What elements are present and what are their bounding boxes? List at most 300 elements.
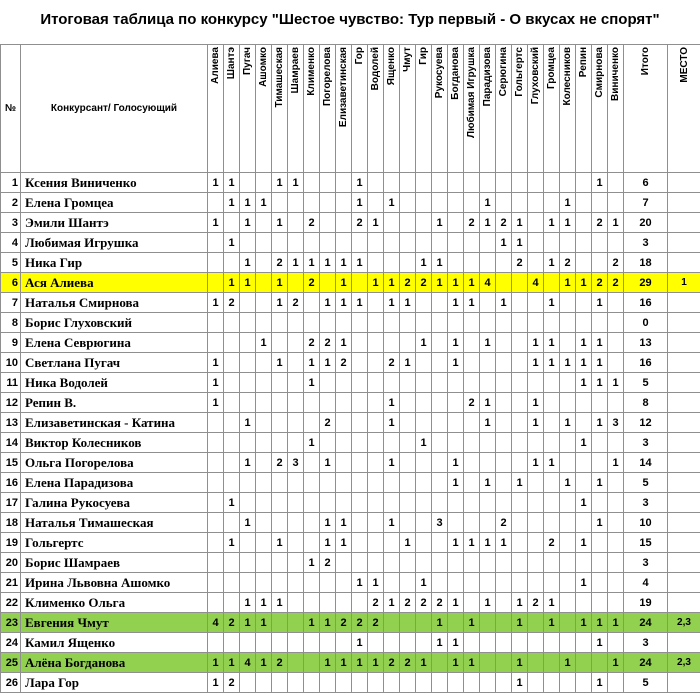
vote-cell [288, 233, 304, 253]
vote-cell [608, 433, 624, 453]
vote-cell: 2 [608, 253, 624, 273]
vote-cell [384, 493, 400, 513]
vote-cell [288, 533, 304, 553]
vote-cell: 1 [320, 293, 336, 313]
vote-cell [560, 553, 576, 573]
vote-cell [464, 453, 480, 473]
vote-cell: 1 [320, 353, 336, 373]
vote-cell [512, 393, 528, 413]
vote-cell: 1 [576, 273, 592, 293]
vote-cell [272, 633, 288, 653]
vote-cell: 2 [352, 613, 368, 633]
vote-cell: 1 [320, 613, 336, 633]
vote-cell [288, 473, 304, 493]
vote-cell [480, 293, 496, 313]
vote-cell [208, 593, 224, 613]
vote-cell [608, 233, 624, 253]
vote-cell [416, 293, 432, 313]
vote-cell [528, 673, 544, 693]
table-row [1, 453, 700, 473]
vote-cell [288, 633, 304, 653]
vote-cell [208, 533, 224, 553]
vote-cell [288, 373, 304, 393]
vote-cell: 4 [528, 273, 544, 293]
vote-cell: 1 [352, 653, 368, 673]
vote-cell: 1 [592, 333, 608, 353]
total-cell: 15 [624, 533, 668, 553]
vote-cell: 1 [544, 453, 560, 473]
vote-cell [480, 513, 496, 533]
vote-cell [528, 253, 544, 273]
row-number: 13 [1, 413, 21, 433]
vote-cell [464, 193, 480, 213]
vote-cell [448, 493, 464, 513]
vote-cell [464, 253, 480, 273]
vote-cell [384, 573, 400, 593]
contestant-name: Репин В. [21, 393, 208, 413]
place-cell [668, 373, 700, 393]
vote-cell: 2 [432, 593, 448, 613]
vote-cell: 1 [320, 653, 336, 673]
contestant-name: Алёна Богданова [21, 653, 208, 673]
row-number: 19 [1, 533, 21, 553]
vote-cell [560, 293, 576, 313]
vote-cell [432, 353, 448, 373]
vote-cell [448, 373, 464, 393]
contestant-name: Ника Гир [21, 253, 208, 273]
vote-cell [288, 353, 304, 373]
vote-cell [368, 473, 384, 493]
contestant-name: Елена Громцеа [21, 193, 208, 213]
vote-cell [336, 313, 352, 333]
vote-cell [368, 413, 384, 433]
vote-cell: 1 [400, 353, 416, 373]
header-voter-label: Алиева [210, 47, 221, 84]
vote-cell [256, 633, 272, 653]
vote-cell: 1 [272, 353, 288, 373]
total-cell: 3 [624, 233, 668, 253]
total-cell: 3 [624, 433, 668, 453]
vote-cell [576, 633, 592, 653]
vote-cell [336, 473, 352, 493]
vote-cell [576, 673, 592, 693]
vote-cell [400, 573, 416, 593]
vote-cell: 1 [288, 253, 304, 273]
header-voter [352, 45, 368, 173]
vote-cell: 1 [416, 653, 432, 673]
vote-cell [208, 233, 224, 253]
vote-cell [224, 313, 240, 333]
header-voter-label: Шамраев [290, 47, 301, 94]
place-cell [668, 193, 700, 213]
vote-cell [208, 573, 224, 593]
vote-cell: 1 [336, 253, 352, 273]
vote-cell: 1 [544, 333, 560, 353]
vote-cell: 1 [352, 573, 368, 593]
vote-cell [496, 613, 512, 633]
vote-cell: 1 [544, 253, 560, 273]
vote-cell [384, 333, 400, 353]
vote-cell [496, 453, 512, 473]
vote-cell [256, 453, 272, 473]
header-total-label: Итого [640, 47, 651, 76]
vote-cell: 2 [224, 293, 240, 313]
vote-cell: 1 [272, 213, 288, 233]
place-cell [668, 173, 700, 193]
row-number: 10 [1, 353, 21, 373]
vote-cell: 1 [272, 293, 288, 313]
row-number: 4 [1, 233, 21, 253]
vote-cell: 1 [240, 413, 256, 433]
vote-cell [576, 253, 592, 273]
vote-cell [480, 253, 496, 273]
vote-cell: 3 [288, 453, 304, 473]
vote-cell [352, 473, 368, 493]
vote-cell [576, 593, 592, 613]
vote-cell [384, 673, 400, 693]
vote-cell: 1 [560, 193, 576, 213]
vote-cell [480, 313, 496, 333]
place-cell: 1 [668, 273, 700, 293]
vote-cell: 1 [560, 473, 576, 493]
vote-cell [576, 393, 592, 413]
vote-cell [288, 553, 304, 573]
vote-cell [272, 333, 288, 353]
vote-cell [240, 393, 256, 413]
vote-cell: 1 [432, 253, 448, 273]
vote-cell [400, 253, 416, 273]
table-row [1, 313, 700, 333]
vote-cell: 1 [384, 393, 400, 413]
vote-cell [304, 393, 320, 413]
vote-cell: 2 [400, 273, 416, 293]
vote-cell [240, 353, 256, 373]
vote-cell [208, 473, 224, 493]
vote-cell [544, 573, 560, 593]
vote-cell [544, 373, 560, 393]
vote-cell [336, 233, 352, 253]
vote-cell: 1 [528, 393, 544, 413]
vote-cell: 1 [512, 473, 528, 493]
vote-cell: 1 [384, 513, 400, 533]
table-row [1, 633, 700, 653]
vote-cell [368, 253, 384, 273]
vote-cell [432, 533, 448, 553]
header-voter-label: Рукосуева [434, 47, 445, 99]
vote-cell [224, 433, 240, 453]
vote-cell [272, 393, 288, 413]
vote-cell [256, 673, 272, 693]
vote-cell [368, 353, 384, 373]
table-row [1, 273, 700, 293]
vote-cell: 1 [512, 613, 528, 633]
vote-cell: 1 [544, 353, 560, 373]
contestant-name: Гольгертс [21, 533, 208, 553]
vote-cell [288, 493, 304, 513]
vote-cell [592, 433, 608, 453]
vote-cell: 2 [352, 213, 368, 233]
vote-cell [528, 633, 544, 653]
contestant-name: Ольга Погорелова [21, 453, 208, 473]
vote-cell [560, 533, 576, 553]
header-voter [320, 45, 336, 173]
vote-cell [448, 573, 464, 593]
vote-cell: 1 [464, 653, 480, 673]
vote-cell [496, 673, 512, 693]
vote-cell: 4 [208, 613, 224, 633]
vote-cell [432, 173, 448, 193]
vote-cell [208, 333, 224, 353]
vote-cell: 1 [480, 213, 496, 233]
header-voter-label: Гольгертс [514, 47, 525, 97]
vote-cell: 2 [512, 253, 528, 273]
vote-cell: 1 [256, 653, 272, 673]
vote-cell [528, 533, 544, 553]
vote-cell [544, 173, 560, 193]
vote-cell [544, 633, 560, 653]
header-voter [272, 45, 288, 173]
vote-cell [208, 493, 224, 513]
table-row [1, 533, 700, 553]
vote-cell [512, 353, 528, 373]
vote-cell: 1 [320, 453, 336, 473]
vote-cell: 2 [560, 253, 576, 273]
table-row [1, 333, 700, 353]
contestant-name: Наталья Тимашеская [21, 513, 208, 533]
vote-cell [480, 233, 496, 253]
vote-cell [496, 313, 512, 333]
vote-cell [448, 413, 464, 433]
row-number: 21 [1, 573, 21, 593]
vote-cell [528, 653, 544, 673]
total-cell: 10 [624, 513, 668, 533]
vote-cell [256, 373, 272, 393]
vote-cell [400, 193, 416, 213]
vote-cell: 1 [448, 533, 464, 553]
vote-cell [384, 553, 400, 573]
vote-cell [544, 273, 560, 293]
row-number: 2 [1, 193, 21, 213]
vote-cell [432, 573, 448, 593]
vote-cell: 1 [208, 393, 224, 413]
vote-cell: 3 [608, 413, 624, 433]
vote-cell [224, 553, 240, 573]
row-number: 26 [1, 673, 21, 693]
vote-cell: 1 [384, 293, 400, 313]
vote-cell: 1 [592, 373, 608, 393]
vote-cell [496, 333, 512, 353]
vote-cell: 1 [608, 653, 624, 673]
total-cell: 5 [624, 473, 668, 493]
vote-cell [480, 653, 496, 673]
vote-cell [352, 233, 368, 253]
header-voter-label: Тимашеская [274, 47, 285, 108]
vote-cell [288, 313, 304, 333]
vote-cell [464, 413, 480, 433]
vote-cell [544, 393, 560, 413]
vote-cell [336, 673, 352, 693]
header-contestant-voter-label: Конкурсант/ Голосующий [50, 103, 178, 114]
vote-cell [608, 193, 624, 213]
vote-cell [448, 393, 464, 413]
vote-cell [528, 173, 544, 193]
vote-cell [592, 453, 608, 473]
vote-cell [576, 553, 592, 573]
vote-cell [384, 373, 400, 393]
page-title: Итоговая таблица по конкурсу "Шестое чувство: Тур первый - О вкусах не спорят" [40, 11, 660, 28]
vote-cell [352, 513, 368, 533]
vote-cell [288, 193, 304, 213]
vote-cell [240, 633, 256, 653]
vote-cell [480, 173, 496, 193]
vote-cell: 1 [352, 253, 368, 273]
header-voter [336, 45, 352, 173]
vote-cell: 2 [592, 213, 608, 233]
vote-cell [560, 633, 576, 653]
vote-cell [240, 493, 256, 513]
vote-cell [272, 373, 288, 393]
vote-cell [224, 473, 240, 493]
row-number: 14 [1, 433, 21, 453]
vote-cell [304, 653, 320, 673]
vote-cell [480, 633, 496, 653]
vote-cell: 1 [304, 253, 320, 273]
header-voter [432, 45, 448, 173]
vote-cell [256, 233, 272, 253]
vote-cell [240, 333, 256, 353]
vote-cell [560, 513, 576, 533]
vote-cell: 1 [304, 353, 320, 373]
vote-cell [400, 433, 416, 453]
vote-cell: 1 [448, 453, 464, 473]
place-cell [668, 293, 700, 313]
vote-cell: 1 [240, 513, 256, 533]
place-cell [668, 353, 700, 373]
vote-cell [416, 393, 432, 413]
vote-cell [512, 273, 528, 293]
vote-cell: 1 [480, 393, 496, 413]
vote-cell: 1 [544, 613, 560, 633]
contestant-name: Елизаветинская - Катина [21, 413, 208, 433]
vote-cell [512, 333, 528, 353]
contestant-name: Елена Севрюгина [21, 333, 208, 353]
vote-cell: 1 [416, 573, 432, 593]
vote-cell [528, 233, 544, 253]
vote-cell: 2 [608, 273, 624, 293]
vote-cell: 1 [256, 333, 272, 353]
vote-cell [320, 393, 336, 413]
vote-cell [304, 593, 320, 613]
vote-cell: 1 [208, 173, 224, 193]
vote-cell [512, 293, 528, 313]
vote-cell [608, 593, 624, 613]
header-voter [400, 45, 416, 173]
vote-cell [256, 253, 272, 273]
vote-cell [496, 193, 512, 213]
place-cell [668, 233, 700, 253]
vote-cell: 1 [560, 213, 576, 233]
vote-cell [336, 373, 352, 393]
place-cell [668, 253, 700, 273]
vote-cell [576, 193, 592, 213]
vote-cell [464, 673, 480, 693]
vote-cell [304, 573, 320, 593]
vote-cell [224, 513, 240, 533]
vote-cell [256, 213, 272, 233]
vote-cell [368, 373, 384, 393]
row-number: 12 [1, 393, 21, 413]
total-cell: 12 [624, 413, 668, 433]
place-cell: 2,3 [668, 613, 700, 633]
vote-cell: 1 [576, 573, 592, 593]
vote-cell [528, 193, 544, 213]
vote-cell [496, 433, 512, 453]
contestant-name: Евгения Чмут [21, 613, 208, 633]
vote-cell: 1 [480, 473, 496, 493]
vote-cell [304, 473, 320, 493]
vote-cell: 1 [496, 293, 512, 313]
place-cell [668, 493, 700, 513]
table-body [1, 173, 700, 693]
vote-cell [272, 313, 288, 333]
vote-cell [544, 413, 560, 433]
vote-cell: 1 [224, 193, 240, 213]
place-cell [668, 473, 700, 493]
vote-cell: 2 [272, 653, 288, 673]
vote-cell [368, 493, 384, 513]
vote-cell [400, 333, 416, 353]
vote-cell [368, 673, 384, 693]
row-number: 23 [1, 613, 21, 633]
vote-cell [416, 553, 432, 573]
header-voter [384, 45, 400, 173]
vote-cell [240, 313, 256, 333]
vote-cell: 1 [560, 353, 576, 373]
vote-cell [272, 413, 288, 433]
vote-cell [272, 493, 288, 513]
header-voter-label: Любимая Игрушка [466, 47, 477, 138]
vote-cell [416, 473, 432, 493]
vote-cell [304, 453, 320, 473]
vote-cell [560, 593, 576, 613]
vote-cell [576, 213, 592, 233]
vote-cell [288, 513, 304, 533]
vote-cell: 2 [528, 593, 544, 613]
vote-cell [432, 313, 448, 333]
header-voter [240, 45, 256, 173]
vote-cell [256, 273, 272, 293]
vote-cell [336, 453, 352, 473]
row-number: 24 [1, 633, 21, 653]
vote-cell [496, 573, 512, 593]
vote-cell [432, 553, 448, 573]
vote-cell: 1 [208, 293, 224, 313]
vote-cell [320, 173, 336, 193]
vote-cell: 2 [400, 593, 416, 613]
header-voter-label: Серюгина [498, 47, 509, 97]
place-cell [668, 573, 700, 593]
vote-cell: 1 [592, 513, 608, 533]
vote-cell [528, 433, 544, 453]
vote-cell: 2 [320, 413, 336, 433]
vote-cell [224, 333, 240, 353]
vote-cell [560, 673, 576, 693]
vote-cell: 1 [240, 613, 256, 633]
contestant-name: Камил Ященко [21, 633, 208, 653]
place-cell [668, 453, 700, 473]
vote-cell [304, 673, 320, 693]
vote-cell [432, 453, 448, 473]
